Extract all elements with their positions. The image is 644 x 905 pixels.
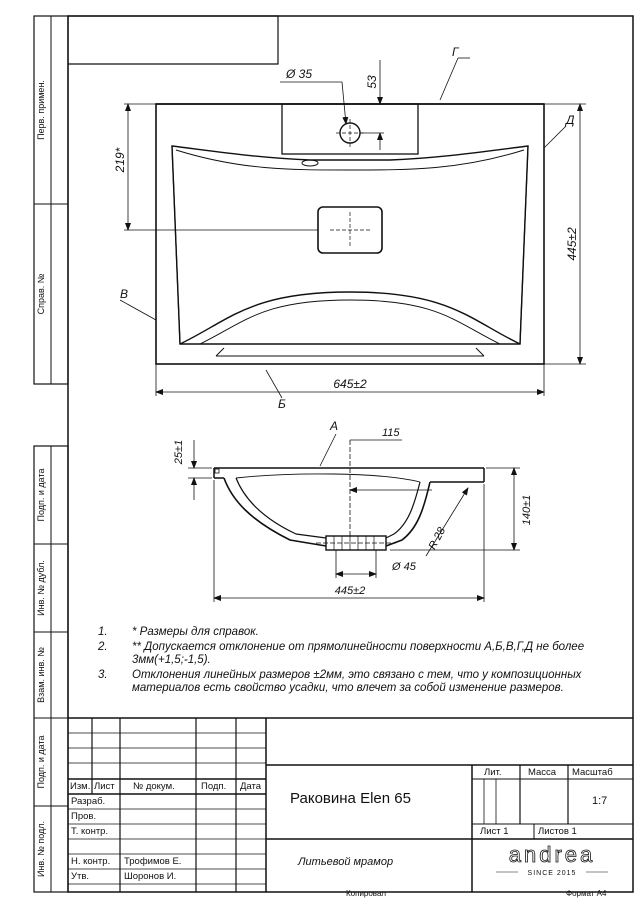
dim-115: 115 <box>382 427 400 439</box>
product-title: Раковина Elen 65 <box>290 790 411 807</box>
dim-445-height: 445±2 <box>565 227 579 261</box>
note-num: 3. <box>98 669 108 681</box>
hdr-dokum: № докум. <box>133 781 175 792</box>
hdr-list: Лист <box>94 781 115 792</box>
massa-label: Масса <box>528 767 557 778</box>
stamp-sprav-no: Справ. № <box>36 273 46 315</box>
dim-25: 25±1 <box>173 439 185 465</box>
dim-445-width: 445±2 <box>334 585 366 597</box>
stamp-podp-data-2: Подп. и дата <box>36 735 46 789</box>
dim-diameter-45: Ø 45 <box>392 561 416 573</box>
row-prov: Пров. <box>71 811 97 822</box>
note-num: 2. <box>98 641 108 653</box>
note-text: * Размеры для справок. <box>132 626 259 638</box>
nkontr-name: Трофимов Е. <box>124 856 182 867</box>
label-d: Д <box>566 113 575 127</box>
top-view <box>120 58 586 398</box>
note-text: Отклонения линейных размеров ±2мм, это связано с тем, что у композиционных материалов есть свойство усадки, что влечет за собой изменение размеров. <box>132 669 582 694</box>
stamp-podp-data-1: Подп. и дата <box>36 468 46 522</box>
row-tkontr: Т. контр. <box>71 826 109 837</box>
hdr-podp: Подп. <box>201 781 227 792</box>
note-1 <box>98 626 618 639</box>
dim-53: 53 <box>365 75 379 89</box>
side-stamps <box>36 80 46 877</box>
row-razrab: Разраб. <box>71 796 106 807</box>
row-utv: Утв. <box>71 871 90 882</box>
format: Формат А4 <box>566 889 607 898</box>
masshtab-label: Масштаб <box>572 767 613 778</box>
row-nkontr: Н. контр. <box>71 856 111 867</box>
note-3 <box>98 669 618 695</box>
lit-label: Лит. <box>484 767 502 778</box>
section-view-dimensions <box>173 419 533 597</box>
hdr-data: Дата <box>240 781 262 792</box>
stamp-perv-primen: Перв. примен. <box>36 80 46 140</box>
stamp-vzam-inv: Взам. инв. № <box>36 647 46 703</box>
dim-140: 140±1 <box>521 494 533 526</box>
list-no: Лист 1 <box>480 826 509 837</box>
utv-name: Шоронов И. <box>124 871 177 882</box>
note-text: ** Допускается отклонение от прямолинейности поверхности А,Б,В,Г,Д не более 3мм(+1,5;-1,5). <box>132 641 585 666</box>
dim-219: 219* <box>113 147 127 173</box>
dim-diameter-35: Ø 35 <box>286 67 313 81</box>
note-num: 1. <box>98 626 108 638</box>
notes <box>98 626 618 697</box>
dim-r28: R 28 <box>426 525 449 552</box>
label-b: Б <box>278 397 286 411</box>
brand-name: andrea <box>508 842 596 867</box>
dim-645: 645±2 <box>333 377 367 391</box>
label-g: Г <box>452 45 459 59</box>
stamp-inv-dubl: Инв. № дубл. <box>36 560 46 616</box>
stamp-inv-podl: Инв. № подл. <box>36 820 46 878</box>
material: Литьевой мрамор <box>298 856 394 868</box>
label-a: А <box>330 419 339 433</box>
note-2 <box>98 641 618 667</box>
section-view <box>188 434 520 602</box>
sheet-frame <box>34 16 633 892</box>
kopiroval: Копировал <box>346 889 387 898</box>
label-v: В <box>120 287 129 301</box>
hdr-izm: Изм. <box>70 781 91 792</box>
andrea-logo <box>496 842 608 877</box>
listov: Листов 1 <box>538 826 577 837</box>
scale-value: 1:7 <box>592 795 608 807</box>
brand-since: SINCE 2015 <box>527 870 577 877</box>
